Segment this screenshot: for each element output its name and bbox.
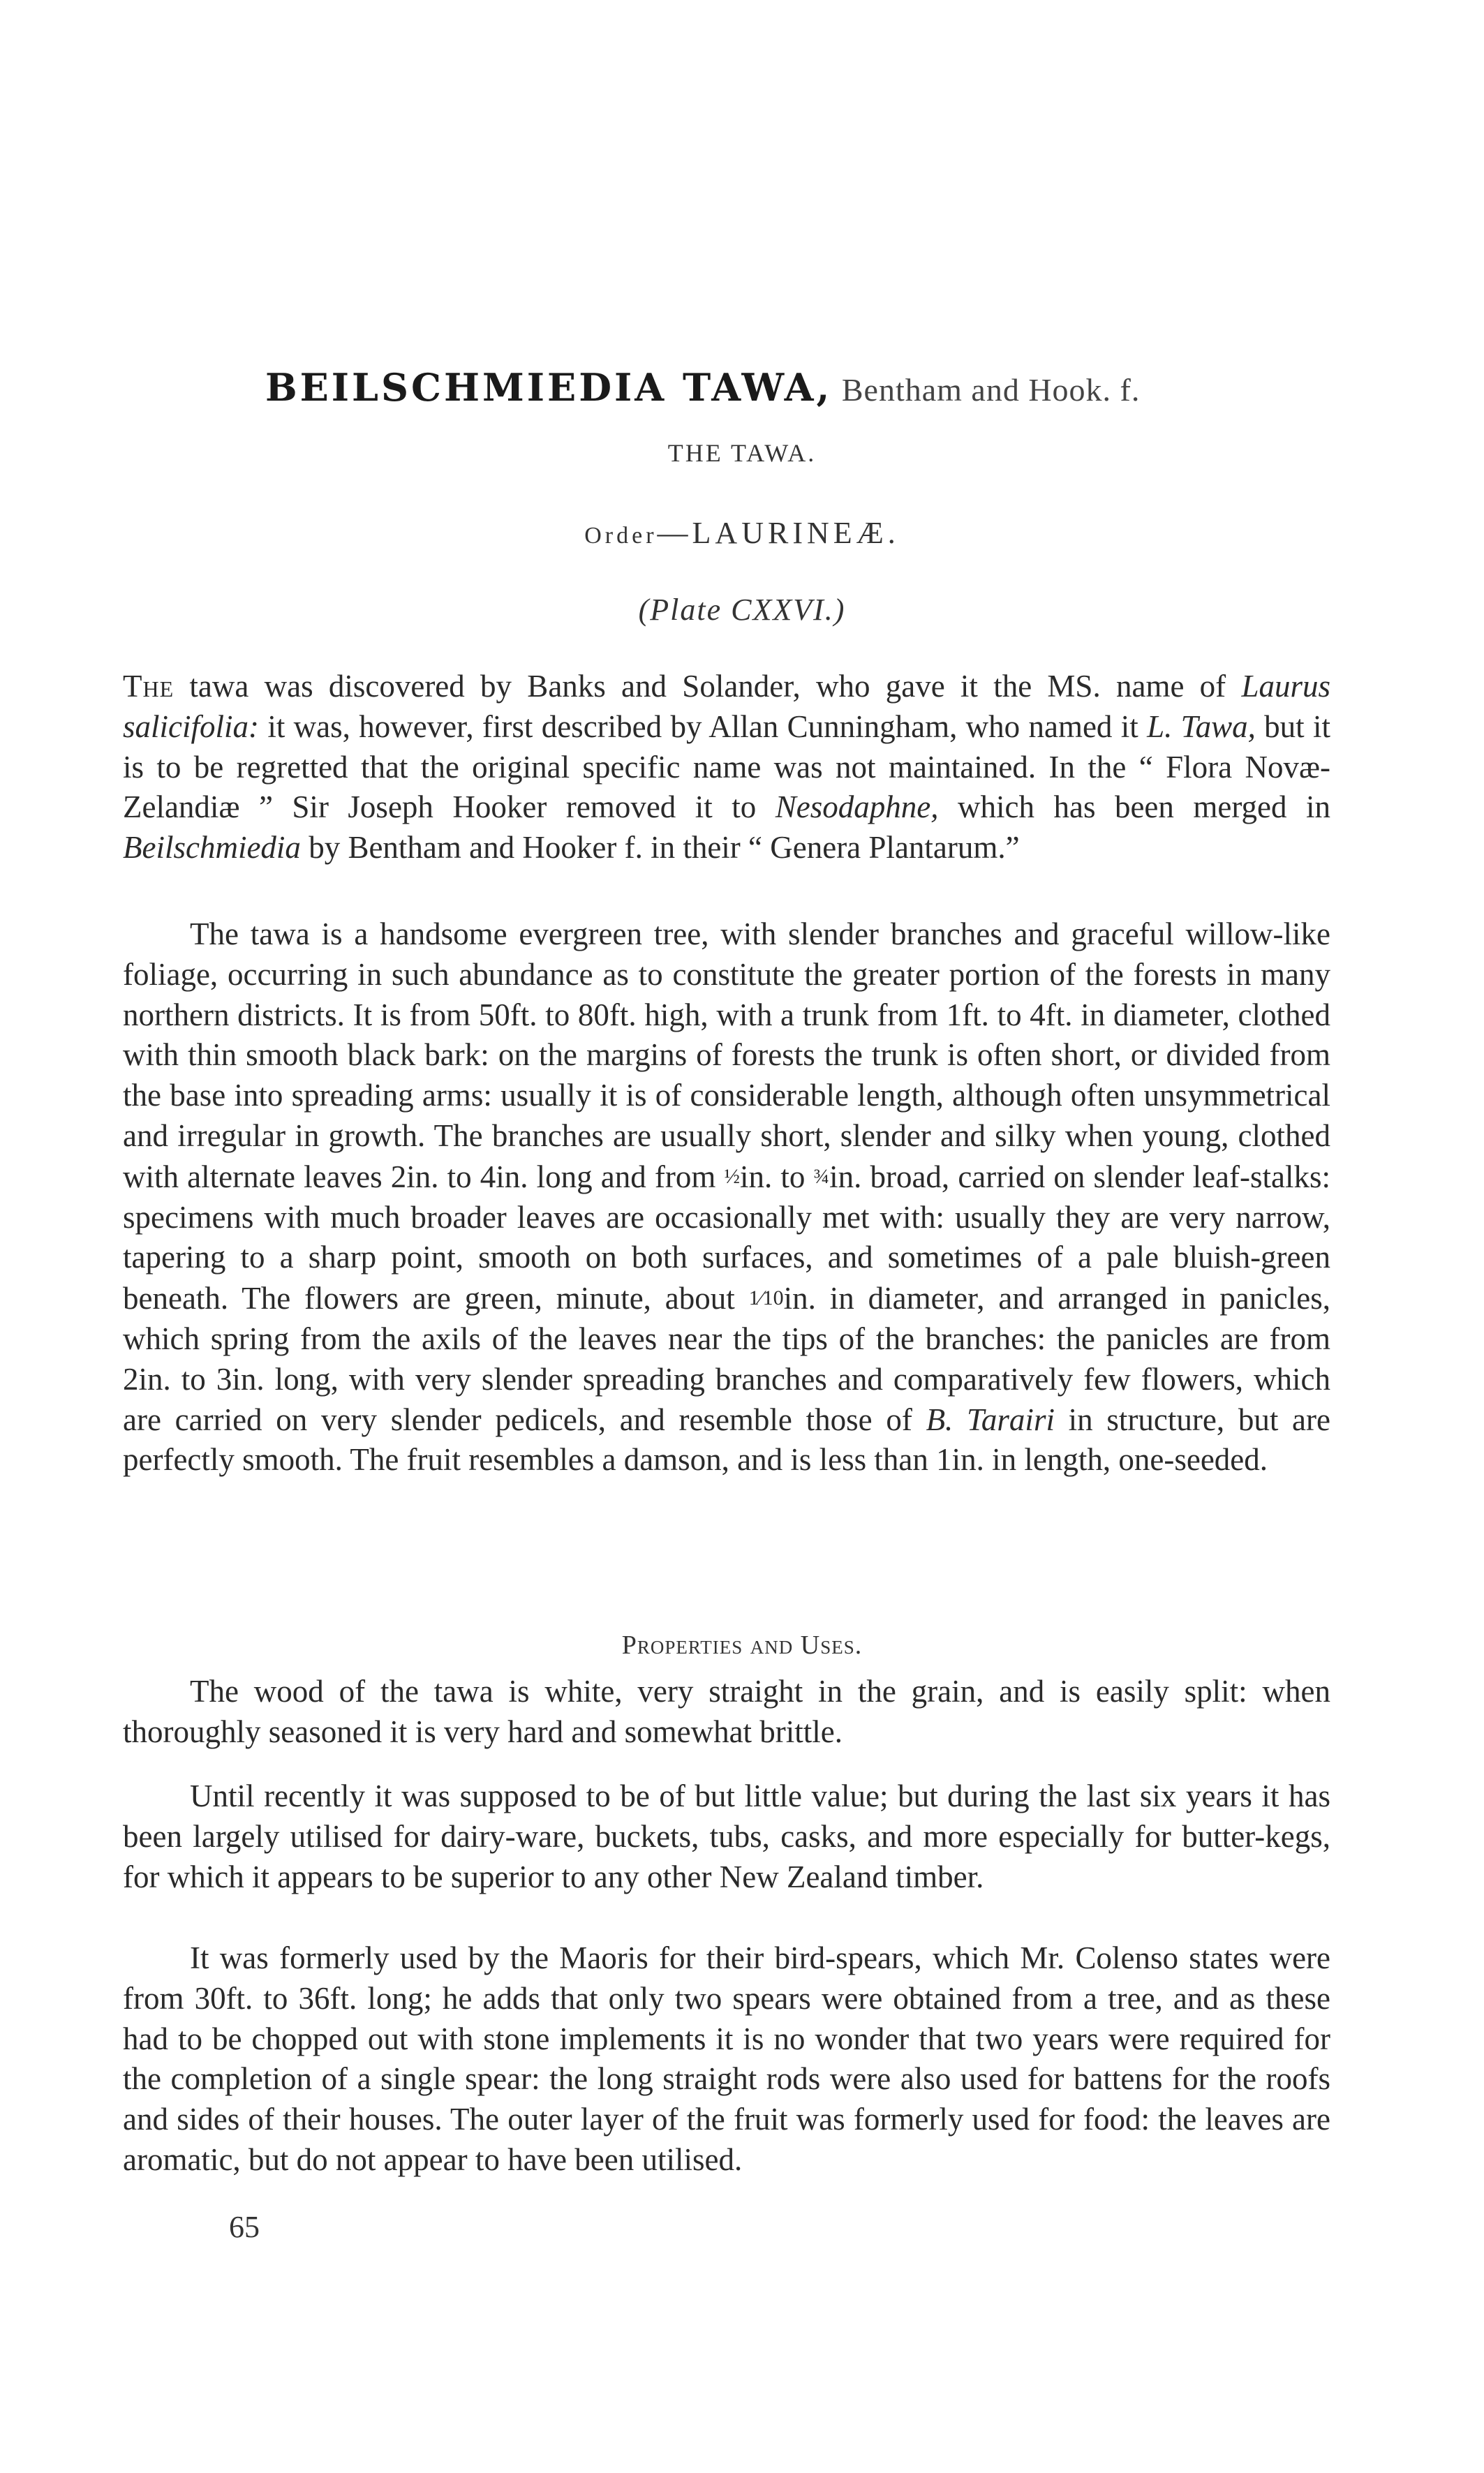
paragraph-maori-uses <box>123 1938 1330 2181</box>
italic-name: Nesodaphne, <box>775 789 939 825</box>
paragraph-text: Until recently it was supposed to be of but little value; but during the last six years it has been largely utilised for dairy-ware, buckets, tubs, casks, and more especially for butter-kegs, for which it appears to be superior to any other New Zealand timber. <box>123 1778 1330 1894</box>
section-heading-text: Properties and Uses. <box>621 1631 863 1660</box>
common-name: THE TAWA. <box>667 439 817 467</box>
paragraph-description <box>123 914 1330 1480</box>
text-run: in structure, but are perfectly smooth. The fruit resembles a damson, and is less than 1in. in length, one-seeded. <box>123 1402 1330 1478</box>
paragraph-lead-word: The <box>123 669 175 704</box>
order-name: LAURINEÆ. <box>692 516 900 550</box>
species-title: BEILSCHMIEDIA TAWA, <box>265 365 833 410</box>
order-label: Order <box>584 523 658 549</box>
plate-reference: (Plate CXXVI.) <box>638 593 846 627</box>
text-run: but it is to be regretted that the original specific name was not maintained. In the “ Flora Novæ-Zelandiæ ” Sir Joseph Hooker removed it to <box>123 708 1330 825</box>
text-run: by Bentham and Hooker f. in their “ Genera Plantarum.” <box>300 830 1020 866</box>
italic-name: Laurus salicifolia: <box>123 669 1330 744</box>
text-run: in. broad, carried on slender leaf-stalks: specimens with much broader leaves are occasionally met with: usually they are very narrow, tapering to a sharp point, smooth on both surfaces, and sometimes of a pale bluish-green beneath. The flowers are green, minute, about <box>123 1159 1330 1316</box>
fraction: ½ <box>724 1164 741 1188</box>
page-number: 65 <box>229 2210 260 2244</box>
paragraph-wood <box>123 1672 1330 1753</box>
fraction: ¾ <box>813 1164 830 1188</box>
paragraph-uses <box>123 1776 1330 1897</box>
species-title-line <box>265 363 1452 415</box>
fraction: 1⁄10 <box>748 1286 784 1310</box>
text-run: which has been merged in <box>938 789 1331 825</box>
italic-name: B. Tarairi <box>926 1402 1055 1437</box>
italic-name: L. Tawa, <box>1147 708 1256 744</box>
paragraph-text: The wood of the tawa is white, very straight in the grain, and is easily split: when thoroughly seasoned it is very hard and somewhat brittle. <box>123 1674 1330 1749</box>
text-run: tawa was discovered by Banks and Solander, who gave it the MS. name of <box>174 669 1242 704</box>
text-run: in. in diameter, and arranged in panicles, which spring from the axils of the leaves near the tips of the branches: the panicles are from 2in. to 3in. long, with very slender spreading branches and comparatively few flowers, which are carried on very slender pedicels, and resemble those of <box>123 1281 1330 1437</box>
paragraph-text: It was formerly used by the Maoris for their bird-spears, which Mr. Colenso states were from 30ft. to 36ft. long; he adds that only two spears were obtained from a tree, and as these had to be chopped out with stone implements it is no wonder that two years were required for the completion of a single spear: the long straight rods were also used for battens for the roofs and sides of their houses. The outer layer of the fruit was formerly used for food: the leaves are aromatic, but do not appear to have been utilised. <box>123 1940 1330 2177</box>
order-line <box>0 515 1484 551</box>
text-run: it was, however, first described by Allan Cunningham, who named it <box>259 708 1148 744</box>
text-run: in. to <box>740 1159 814 1194</box>
order-dash: — <box>657 516 692 550</box>
italic-name: Beilschmiedia <box>123 830 301 866</box>
paragraph-discovery <box>123 667 1330 868</box>
section-heading-properties <box>0 1630 1484 1661</box>
text-run: The tawa is a handsome evergreen tree, with slender branches and graceful willow-like foliage, occurring in such abundance as to constitute the greater portion of the forests in many northern districts. It is from 50ft. to 80ft. high, with a trunk from 1ft. to 4ft. in diameter, clothed with thin smooth black bark: on the margins of forests the trunk is often short, or divided from the base into spreading arms: usually it is of considerable length, although often unsymmetrical and irregular in growth. The branches are usually short, slender and silky when young, clothed with alternate leaves 2in. to 4in. long and from <box>123 916 1330 1194</box>
species-authority: Bentham and Hook. f. <box>841 372 1141 408</box>
